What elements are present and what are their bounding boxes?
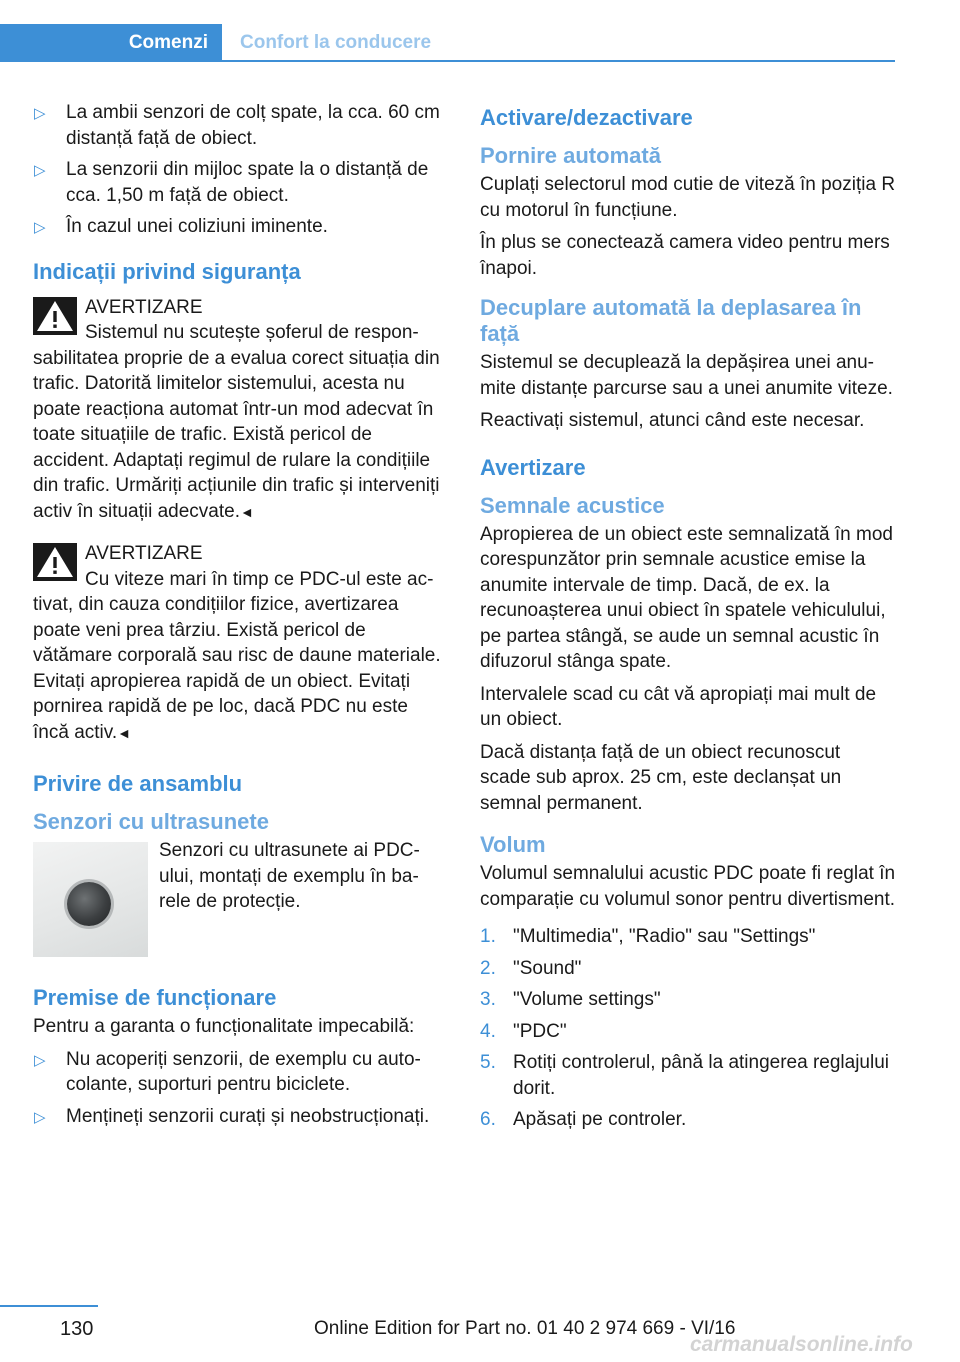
warning-block bbox=[33, 541, 443, 746]
warning-triangle-icon bbox=[33, 297, 77, 335]
end-mark-icon: ◄ bbox=[240, 503, 254, 520]
edition-note: Online Edition for Part no. 01 40 2 974 669 - VI/16 bbox=[314, 1318, 736, 1339]
prerequisites-heading: Premise de funcționare bbox=[33, 985, 277, 1010]
tab-confort-la-conducere[interactable]: Confort la conducere bbox=[240, 32, 432, 53]
auto-off-subheading: Decuplare automată la deplasarea în față bbox=[480, 295, 862, 346]
triangle-bullet-icon: ▷ bbox=[34, 105, 46, 122]
overview-heading: Privire de ansamblu bbox=[33, 771, 243, 796]
warning-section-heading: Avertizare bbox=[480, 454, 586, 480]
list-item: ▷ La senzorii din mijloc spate la o distanță de cca. 1,50 m față de obiect. bbox=[34, 159, 429, 206]
sensor-disc-icon bbox=[67, 882, 111, 926]
list-item: 4. "PDC" bbox=[480, 1020, 567, 1042]
warning-block bbox=[33, 295, 443, 526]
right-column bbox=[480, 100, 896, 1139]
triangle-bullet-icon: ▷ bbox=[34, 162, 46, 179]
header-divider bbox=[222, 60, 895, 62]
list-item: 5. Rotiți controlerul, până la atingerea reglajului dorit. bbox=[480, 1052, 890, 1099]
list-item: ▷ La ambii senzori de colț spate, la cca. 60 cm distanță față de obiect. bbox=[34, 102, 440, 149]
sensors-subheading: Senzori cu ultrasunete bbox=[33, 809, 269, 834]
volume-text: Volumul semnalului acustic PDC poate fi reglat în comparație cu volumul sonor pentru divertisment. bbox=[480, 863, 896, 910]
activation-heading: Activare/dezactivare bbox=[480, 105, 693, 130]
triangle-bullet-icon: ▷ bbox=[34, 1108, 46, 1126]
warning-title: AVERTIZARE bbox=[85, 296, 203, 318]
auto-start-subheading: Pornire automată bbox=[480, 143, 661, 168]
prerequisites-list bbox=[33, 1047, 443, 1130]
warning-title: AVERTIZARE bbox=[85, 543, 203, 564]
end-mark-icon: ◄ bbox=[117, 724, 131, 741]
triangle-bullet-icon: ▷ bbox=[34, 219, 46, 236]
volume-subheading: Volum bbox=[480, 832, 546, 857]
list-item: 2. "Sound" bbox=[480, 957, 582, 979]
sensor-description: Senzori cu ultrasunete ai PDC-ului, montați de exemplu în barele de protecție. bbox=[159, 840, 420, 912]
sensor-figure-block bbox=[33, 838, 443, 956]
footer-divider bbox=[0, 1305, 98, 1307]
auto-off-text: Reactivați sistemul, atunci când este necesar. bbox=[480, 410, 865, 431]
warning-triangle-icon bbox=[33, 543, 77, 581]
page-header bbox=[0, 0, 960, 62]
acoustic-text: Intervalele scad cu cât vă apropiați mai mult de un obiect. bbox=[480, 683, 877, 730]
warning-text: Cu viteze mari în timp ce PDC-ul este activat, din cauza condițiilor fizice, avertizarea poate veni prea târziu. Există pericol de vătămare corporală sau risc de daune materiale. Evitați apropierea rapidă de un obiect. Evitați pornirea rapidă de pe loc, dacă PDC nu este încă activ. bbox=[33, 568, 441, 743]
ultrasonic-sensor-image bbox=[33, 842, 148, 957]
acoustic-text: Apropierea de un obiect este semnalizată în mod corespunzător prin semnale acustice emise la anumite intervale de timp. Dacă, de ex. la recunoașterea unui obiect în spatele vehiculului, pe partea stângă, se aude un semnal acustic în difuzorul stânga spate. bbox=[480, 523, 893, 672]
auto-off-text: Sistemul se decuplează la depășirea unei anumite distanțe parcurse sau a unei anumite viteze. bbox=[480, 352, 893, 399]
auto-start-text: În plus se conectează camera video pentru mers înapoi. bbox=[480, 232, 890, 279]
volume-steps-list bbox=[480, 924, 896, 1133]
page-number: 130 bbox=[60, 1318, 94, 1340]
distance-bullet-list bbox=[33, 100, 443, 240]
list-item: ▷ Mențineți senzorii curați și neobstrucționați. bbox=[33, 1104, 443, 1130]
prerequisites-text: Pentru a garanta o funcționalitate impecabilă: bbox=[33, 1016, 415, 1037]
triangle-bullet-icon: ▷ bbox=[34, 1051, 46, 1069]
list-item: 1. "Multimedia", "Radio" sau "Settings" bbox=[480, 926, 816, 947]
acoustic-text: Dacă distanța față de un obiect recunoscut scade sub aprox. 25 cm, este declanșat un semnal permanent. bbox=[480, 741, 842, 814]
safety-heading: Indicații privind siguranța bbox=[33, 258, 301, 284]
list-item: ▷ Nu acoperiți senzorii, de exemplu cu autocolante, suporturi pentru biciclete. bbox=[34, 1048, 421, 1095]
acoustic-subheading: Semnale acustice bbox=[480, 492, 665, 518]
left-column bbox=[33, 100, 443, 1135]
list-item: ▷ În cazul unei coliziuni iminente. bbox=[33, 214, 443, 240]
auto-start-text: Cuplați selectorul mod cutie de viteză în poziția R cu motorul în funcțiune. bbox=[480, 174, 896, 221]
warning-text: Sistemul nu scutește șoferul de responsabilitatea proprie de a evalua corect situația din trafic. Datorită limitelor sistemului, acesta nu poate reacționa automat într-un mod adecvat în toate situațiile de trafic. Există pericol de accident. Adaptați regimul de rulare la condițiile din trafic. Urmăriți acțiunile din trafic și interveniți activ în situații adecvate. bbox=[33, 322, 440, 522]
list-item: 6. Apăsați pe controler. bbox=[480, 1109, 687, 1130]
site-watermark: carmanualsonline.info bbox=[690, 1333, 913, 1356]
tab-comenzi[interactable]: Comenzi bbox=[0, 24, 222, 62]
list-item: 3. "Volume settings" bbox=[480, 989, 661, 1010]
